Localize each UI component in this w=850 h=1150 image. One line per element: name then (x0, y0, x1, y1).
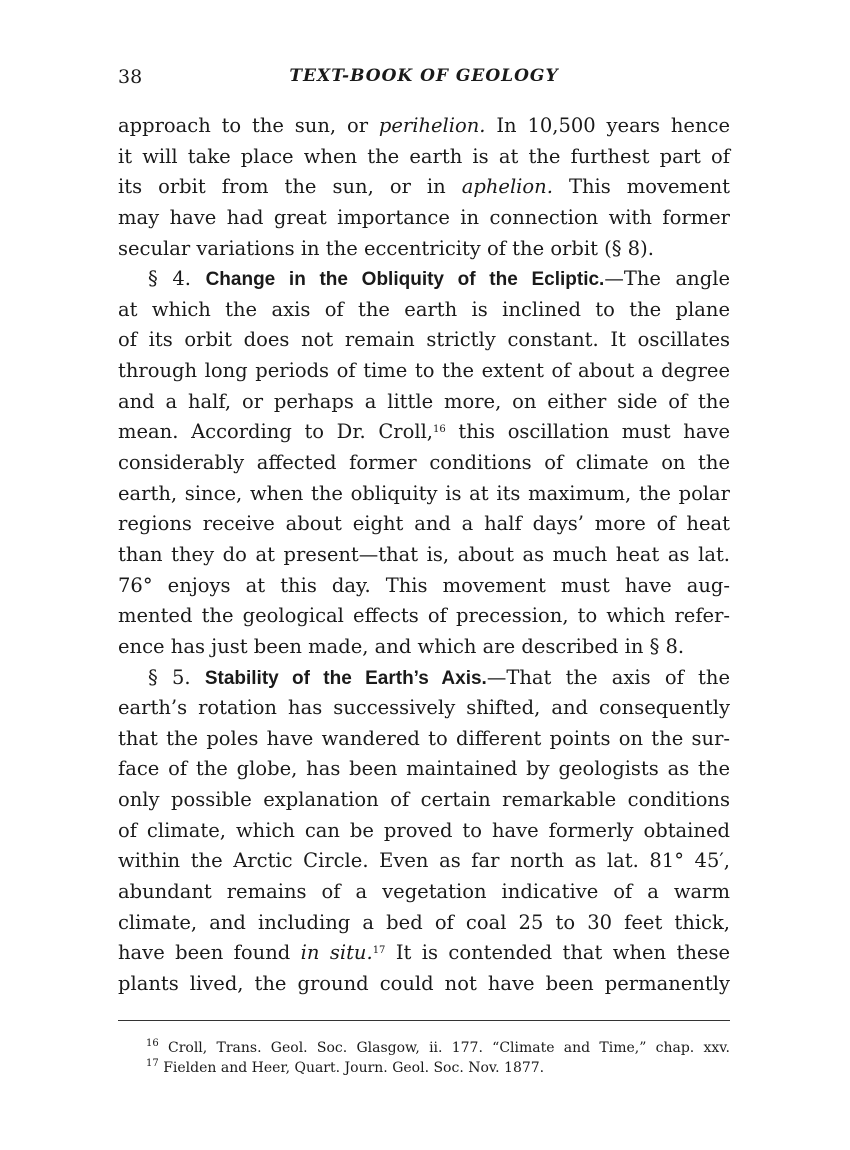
section-heading-line (118, 264, 730, 295)
text-line: and a half, or perhaps a little more, on either side of the (118, 389, 730, 413)
text-line: through long periods of time to the extent of about a degree (118, 359, 730, 383)
text-line: 76° enjoys at this day. This movement must have aug- (118, 573, 730, 597)
body-text (118, 111, 730, 1000)
text-line: of its orbit does not remain strictly constant. It oscillates (118, 328, 730, 352)
text-line: mented the geological effects of precession, to which refer- (118, 604, 730, 628)
text-run: approach to the sun, or (118, 114, 379, 137)
text-line: earth’s rotation has successively shifted, and consequently (118, 696, 730, 720)
text-line (118, 172, 730, 203)
text-line (118, 938, 730, 969)
text-run: mean. According to Dr. Croll, (118, 420, 434, 444)
footnote (146, 1038, 730, 1058)
text-line: earth, since, when the obliquity is at its maximum, the polar (118, 481, 730, 505)
text-run: This movement (552, 175, 730, 199)
text-line (118, 417, 730, 448)
text-line: secular variations in the eccentricity of the orbit (§ 8). (118, 236, 654, 260)
text-line: of climate, which can be proved to have formerly obtained (118, 818, 730, 842)
text-run: this oscillation must have (445, 420, 730, 444)
text-run: —The angle (604, 267, 730, 291)
footnote-divider (118, 1020, 730, 1021)
text-line: that the poles have wandered to different points on the sur- (118, 726, 730, 750)
footnote-number: 16 (146, 1038, 159, 1049)
text-line: climate, and including a bed of coal 25 to 30 feet thick, (118, 910, 730, 934)
page-header (118, 66, 730, 92)
text-line: may have had great importance in connection with former (118, 205, 730, 229)
text-run: It is contended that when these (385, 941, 730, 965)
text-line (118, 111, 730, 142)
text-run: In 10,500 years hence (485, 114, 730, 137)
text-line: ence has just been made, and which are described in § 8. (118, 634, 685, 658)
footnotes (146, 1038, 730, 1078)
text-line: at which the axis of the earth is inclined to the plane (118, 297, 730, 321)
text-line: than they do at present—that is, about as much heat as lat. (118, 542, 730, 566)
footnote-reference: 16 (433, 424, 446, 436)
running-head: TEXT-BOOK OF GEOLOGY (289, 66, 559, 86)
italic-term: in situ. (300, 941, 373, 965)
footnote-text: Fielden and Heer, Quart. Journ. Geol. Soc. Nov. 1877. (163, 1060, 545, 1076)
section-title: Stability of the Earth’s Axis. (204, 667, 487, 689)
text-line: only possible explanation of certain remarkable conditions (118, 788, 730, 812)
footnote-text: Croll, Trans. Geol. Soc. Glasgow, ii. 177. “Climate and Time,” chap. xxv. (168, 1040, 730, 1056)
text-line: regions receive about eight and a half days’ more of heat (118, 512, 730, 536)
text-line: face of the globe, has been maintained by geologists as the (118, 757, 730, 781)
text-line: within the Arctic Circle. Even as far north as lat. 81° 45′, (118, 849, 730, 873)
section-number: § 5. (148, 665, 205, 689)
footnote (146, 1058, 730, 1078)
text-run: have been found (118, 941, 301, 965)
section-title: Change in the Obliquity of the Ecliptic. (205, 269, 605, 291)
footnote-reference: 17 (372, 945, 386, 957)
italic-term: perihelion. (378, 114, 486, 137)
text-run: —That the axis of the (486, 665, 730, 689)
footnote-number: 17 (146, 1058, 159, 1069)
text-line: plants lived, the ground could not have been permanently (118, 971, 730, 995)
text-line: considerably affected former conditions of climate on the (118, 451, 730, 475)
text-run: its orbit from the sun, or in (118, 175, 462, 199)
italic-term: aphelion. (461, 175, 553, 199)
section-number: § 4. (148, 267, 206, 291)
page-number: 38 (118, 66, 143, 88)
text-line: it will take place when the earth is at the furthest part of (118, 144, 730, 168)
text-line: abundant remains of a vegetation indicative of a warm (118, 880, 730, 904)
section-heading-line (118, 663, 730, 694)
